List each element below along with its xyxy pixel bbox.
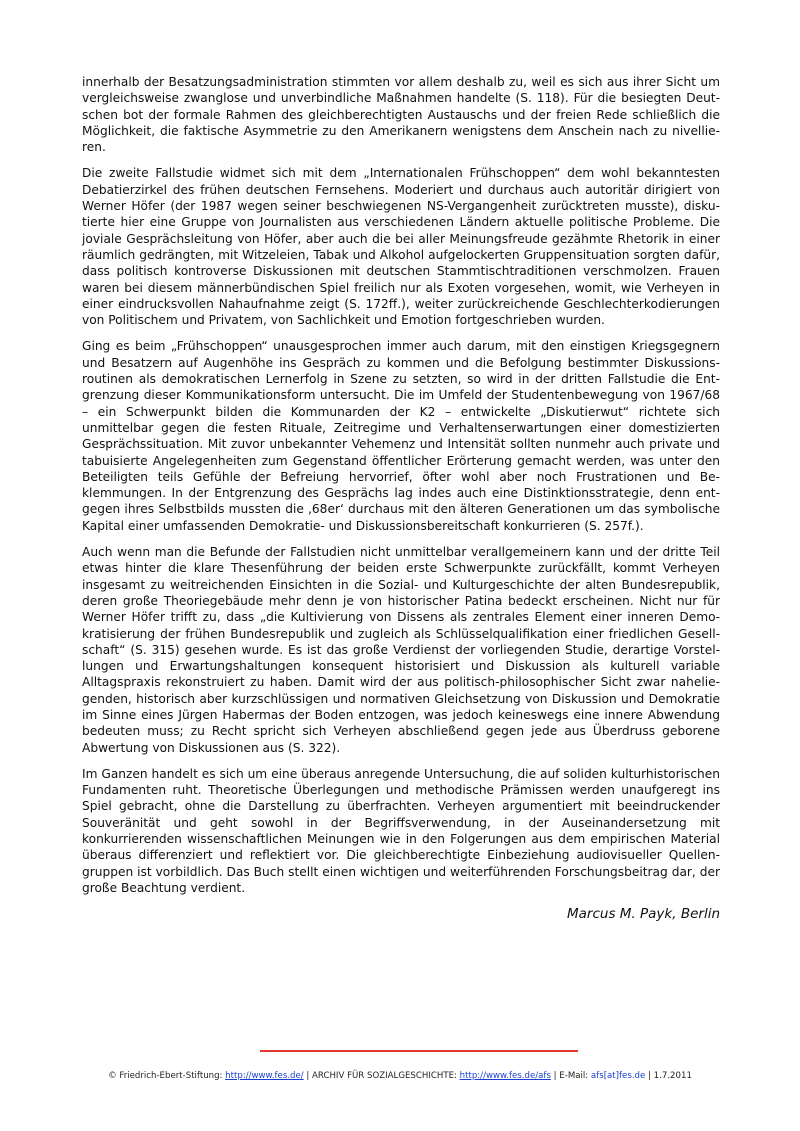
footer-email[interactable]: afs[at]fes.de (590, 1071, 646, 1081)
paragraph-4: Auch wenn man die Befunde der Fallstudien nicht unmittelbar verallgemeinern kann und der dritte Teil etwas hinter die klare Thesenführung der beiden erste Schwerpunkte zurückfällt, kommt Verheyen insgesamt zu weitreichenden Einsichten in die Sozial- und Kulturgeschichte der alten Bundesrepublik, deren große Theoriegebäude mehr denn je von historischer Patina bedeckt erscheinen. Nicht nur für Werner Höfer trifft zu, dass „die Kultivierung von Dissens als zentrales Element einer inneren Demokratisierung der frühen Bundesrepublik und zugleich als Schlüsselqualifikation einer friedlichen Gesellschaft“ (S. 315) gesehen wurde. Es ist das große Verdienst der vorliegenden Studie, derartige Vorstellungen und Erwartungshaltungen konsequent historisiert und Diskussion als kulturell variable Alltagspraxis rekonstruiert zu haben. Damit wird der aus politisch-philosophischer Sicht zwar naheliegenden, historisch aber kurzschlüssigen und normativen Gleichsetzung von Diskussion und Demokratie im Sinne eines Jürgen Habermas der Boden entzogen, was jedoch keineswegs eine innere Abwendung bedeuten muss; zu Recht spricht sich Verheyen abschließend gegen jede aus Überdruss geborene Abwertung von Diskussionen aus (S. 322). (82, 545, 720, 755)
footer (0, 1071, 800, 1081)
afs-link[interactable]: http://www.fes.de/afs (459, 1071, 551, 1081)
paragraph-3: Ging es beim „Frühschoppen“ unausgesprochen immer auch darum, mit den einstigen Kriegsgegnern und Besatzern auf Augenhöhe ins Gespräch zu kommen und die Befolgung bestimmter Diskussionsroutinen als demokratischen Lernerfolg in Szene zu setzten, so wird in der dritten Fallstudie die Entgrenzung dieser Kommunikationsform untersucht. Die im Umfeld der Studentenbewegung von 1967/68 – ein Schwerpunkt bilden die Kommunarden der K2 – entwickelte „Diskutierwut“ richtete sich unmittelbar gegen die festen Rituale, Zeitregime und Verhaltenserwartungen einer domestizierten Gesprächssituation. Mit zuvor unbekannter Vehemenz und Intensität sollten nunmehr auch private und tabuisierte Angelegenheiten zum Gegenstand öffentlicher Erörterung gemacht werden, was unter den Beteiligten teils Gefühle der Befreiung hervorrief, öfter wohl aber noch Frustrationen und Beklemmungen. In der Entgrenzung des Gesprächs lag indes auch eine Distinktionsstrategie, denn entgegen ihres Selbstbilds mussten die ‚68er‘ durchaus mit den älteren Generationen um das symbolische Kapital einer umfassenden Demokratie- und Diskussionsbereitschaft konkurrieren (S. 257f.). (82, 339, 720, 533)
footer-copyright: © Friedrich-Ebert-Stiftung: (108, 1071, 226, 1081)
footer-archive-label: | ARCHIV FÜR SOZIALGESCHICHTE: (303, 1071, 460, 1081)
article-body (82, 74, 720, 922)
footer-email-label: | E-Mail: (550, 1071, 591, 1081)
fes-link[interactable]: http://www.fes.de/ (225, 1071, 304, 1081)
paragraph-1: innerhalb der Besatzungsadministration stimmten vor allem deshalb zu, weil es sich aus ihrer Sicht um vergleichsweise zwanglose und unverbindliche Maßnahmen handelte (S. 118). Für die besiegten Deutschen bot der formale Rahmen des gleichberechtigten Austauschs und der freien Rede schließlich die Möglichkeit, die faktische Asymmetrie zu den Amerikanern wenigstens dem Anschein nach zu nivellieren. (82, 75, 720, 155)
paragraph-5: Im Ganzen handelt es sich um eine überaus anregende Untersuchung, die auf soliden kulturhistorischen Fundamenten ruht. Theoretische Überlegungen und methodische Prämissen werden unaufgeregt ins Spiel gebracht, ohne die Darstellung zu überfrachten. Verheyen argumentiert mit beeindruckender Souveränität und geht sowohl in der Begriffsverwendung, in der Auseinandersetzung mit konkurrierenden wissenschaftlichen Meinungen wie in den Folgerungen aus dem empirischen Material überaus differenziert und reflektiert vor. Die gleichberechtigte Einbeziehung audiovisueller Quellengruppen ist vorbildlich. Das Buch stellt einen wichtigen und weiterführenden Forschungsbeitrag dar, der große Beachtung verdient. (82, 766, 720, 895)
footer-date: | 1.7.2011 (645, 1071, 692, 1081)
footer-divider (260, 1050, 578, 1052)
paragraph-2: Die zweite Fallstudie widmet sich mit dem „Internationalen Frühschoppen“ dem wohl bekanntesten Debatierzirkel des frühen deutschen Fernsehens. Moderiert und durchaus auch autoritär dirigiert von Werner Höfer (der 1987 wegen seiner beschwiegenen NS-Vergangenheit zurücktreten musste), diskutierte hier eine Gruppe von Journalisten aus verschiedenen Ländern aktuelle politische Probleme. Die joviale Gesprächsleitung von Höfer, aber auch die bei aller Meinungsfreude gezähmte Rhetorik in einer räumlich gedrängten, mit Witzeleien, Tabak und Alkohol aufgelockerten Gruppensituation sorgten dafür, dass politisch kontroverse Diskussionen mit deutschen Stammtischtraditionen verschmolzen. Frauen waren bei diesem männerbündischen Spiel freilich nur als Exoten vorgesehen, womit, wie Verheyen in einer eindrucksvollen Nahaufnahme zeigt (S. 172ff.), weiter zurückreichende Geschlechterkodierungen von Politischem und Privatem, von Sachlichkeit und Emotion fortgeschrieben wurden. (82, 166, 720, 328)
author-signature: Marcus M. Payk, Berlin (567, 906, 720, 923)
